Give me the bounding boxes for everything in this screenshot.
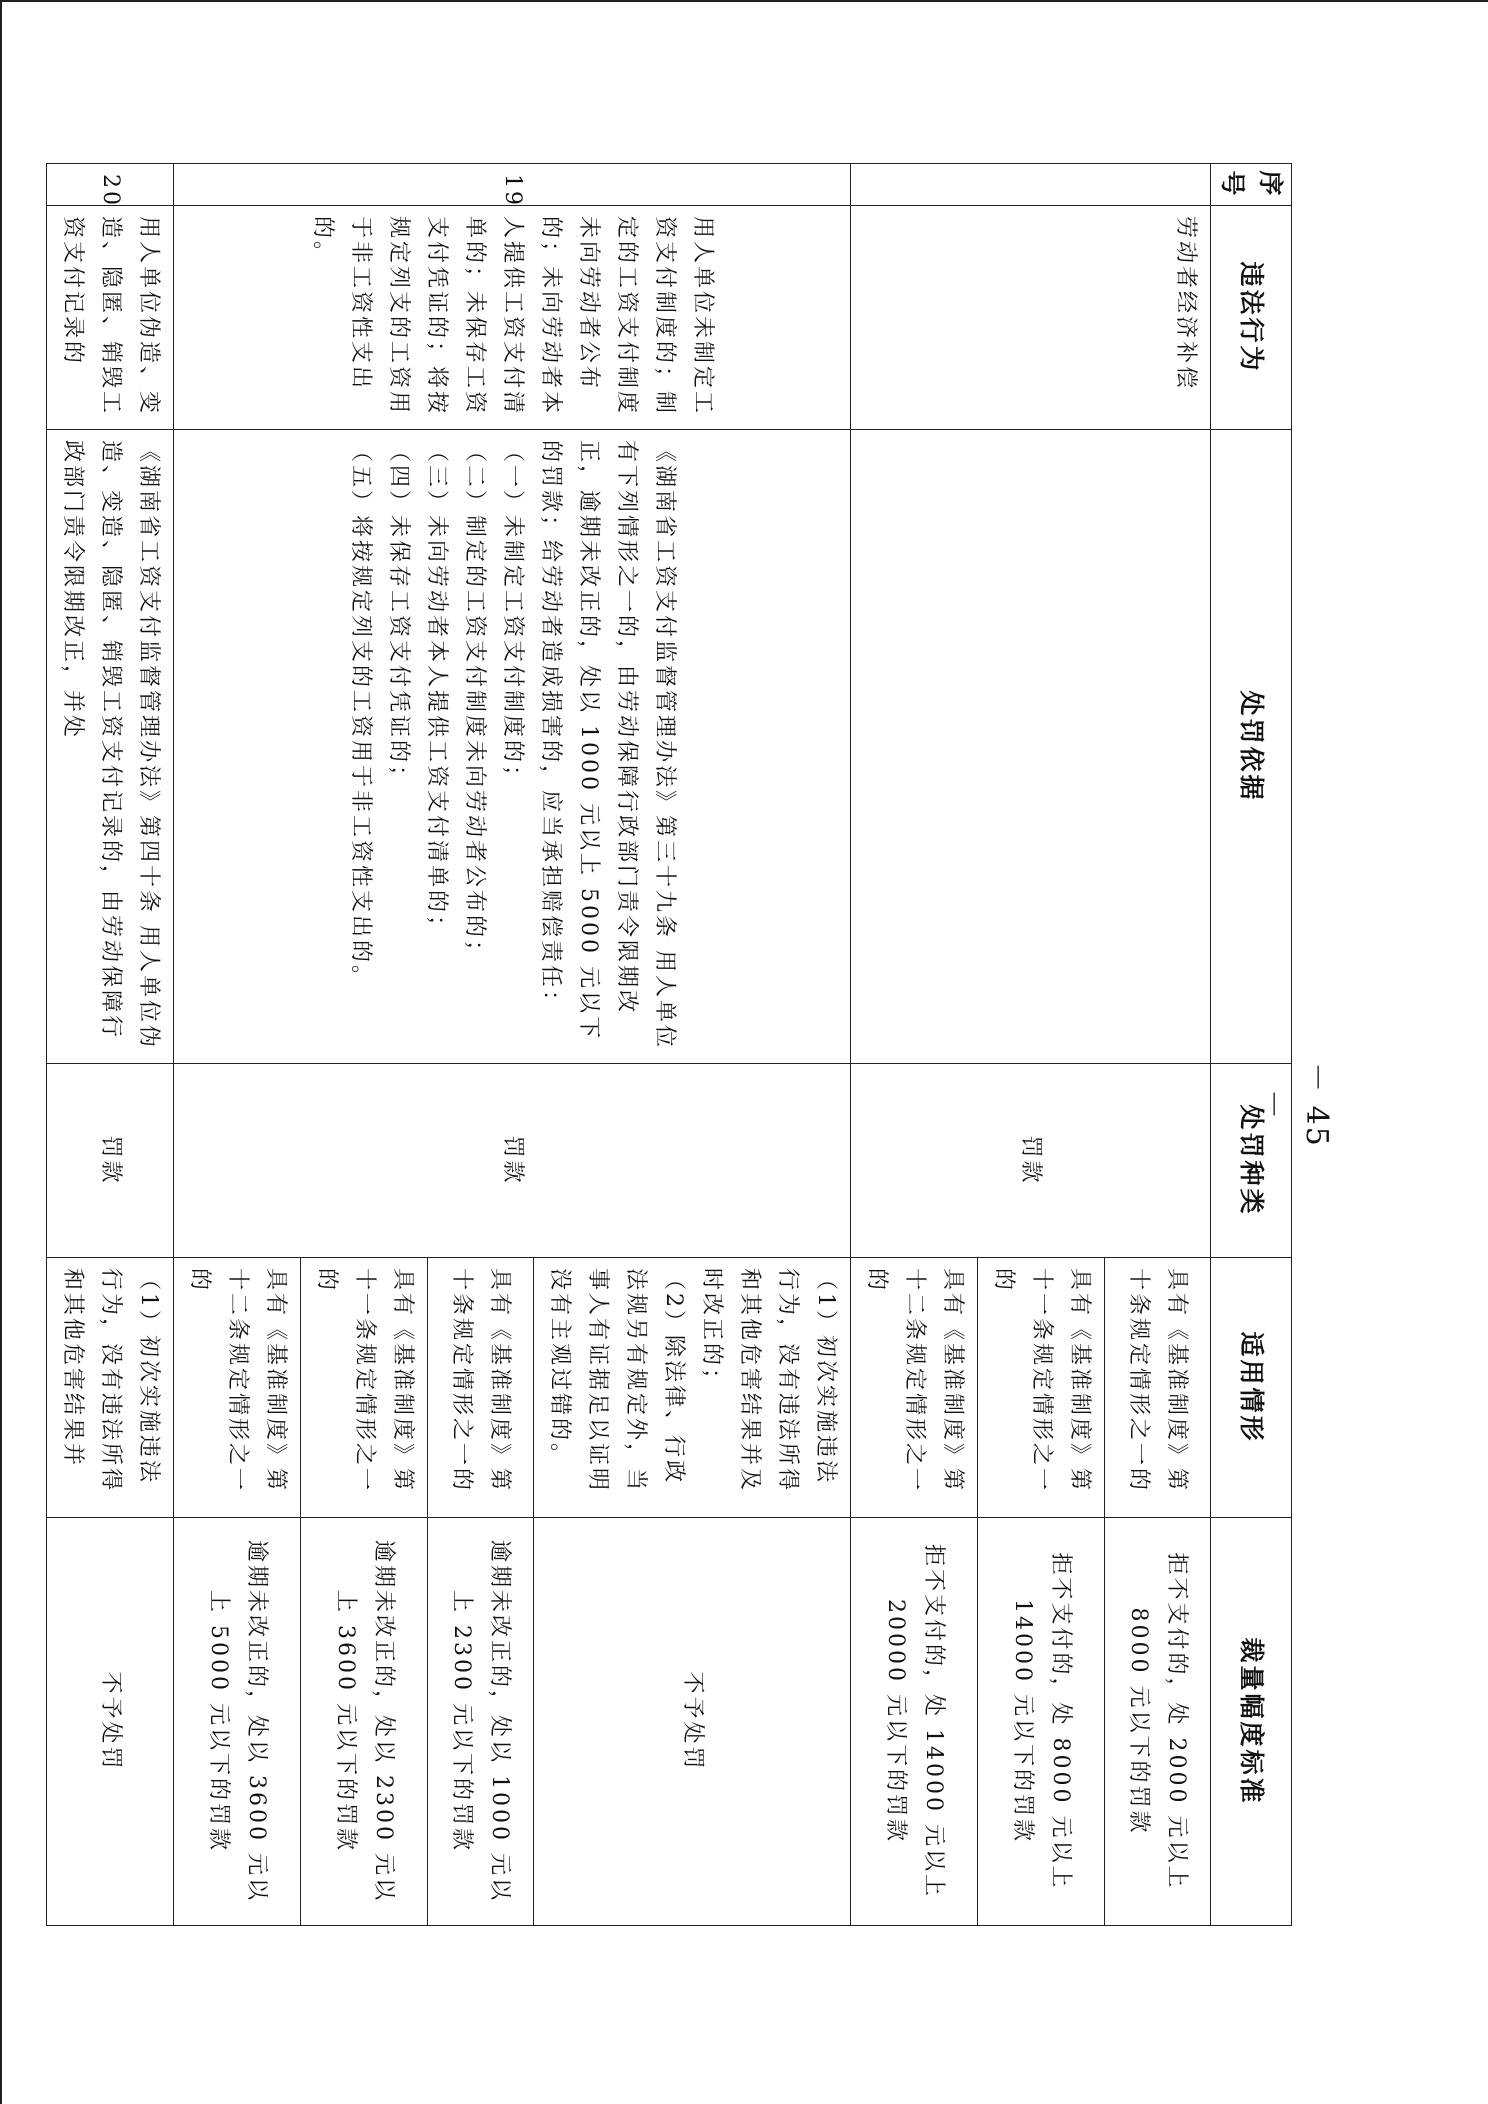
std-cell: 拒不支付的，处 8000 元以上 14000 元以下的罚款 bbox=[978, 1518, 1105, 1926]
case-cell: 具有《基准制度》第十二条规定情形之一的 bbox=[851, 1258, 978, 1518]
header-basis: 处罚依据 bbox=[1211, 430, 1292, 1064]
table-row bbox=[1105, 164, 1211, 1926]
penalty-discretion-table bbox=[46, 163, 1292, 1926]
std-cell: 拒不支付的，处 14000 元以上 20000 元以下的罚款 bbox=[851, 1518, 978, 1926]
case-cell: 具有《基准制度》第十条规定情形之一的 bbox=[1105, 1258, 1211, 1518]
rotated-document-page bbox=[60, 163, 1292, 1925]
header-act: 违法行为 bbox=[1211, 206, 1292, 430]
cont-act-cell: 劳动者经济补偿 bbox=[851, 206, 1211, 430]
page-number: － 45 － bbox=[1255, 1062, 1334, 1148]
header-no: 序号 bbox=[1211, 164, 1292, 206]
case-cell: （1）初次实施违法行为，没有违法所得和其他危害结果并及时改正的； （2）除法律、行政法规另有规定外，当事人有证据足以证明没有主观过错的。 bbox=[534, 1258, 851, 1518]
table-row bbox=[534, 164, 851, 1926]
row19-act-cell: 用人单位未制定工资支付制度的；制定的工资支付制度未向劳动者公布的；未向劳动者本人提供工资支付清单的；未保存工资支付凭证的；将按规定列支的工资用于非工资性支出的。 bbox=[174, 206, 851, 430]
case-cell: 具有《基准制度》第十一条规定情形之一的 bbox=[301, 1258, 428, 1518]
row19-no-cell: 19 bbox=[174, 164, 851, 206]
case-cell: 具有《基准制度》第十条规定情形之一的 bbox=[428, 1258, 534, 1518]
row20-case-cell: （1）初次实施违法行为，没有违法所得和其他危害结果并 bbox=[47, 1258, 174, 1518]
header-row bbox=[1211, 164, 1292, 1926]
case-cell: 具有《基准制度》第十二条规定情形之一的 bbox=[174, 1258, 301, 1518]
row19-basis-cell: 《湖南省工资支付监督管理办法》第三十九条 用人单位有下列情形之一的，由劳动保障行政部门责令限期改正，逾期未改正的，处以 1000 元以上 5000 元以下的罚款；给劳动者造成损害的，应当承担赔偿责任： （一）未制定工资支付制度的； （二）制定的工资支付制度未向劳动者公布的； （三）未向劳动者本人提供工资支付清单的； （四）未保存工资支付凭证的； （五）将按规定列支的工资用于非工资性支出的。 bbox=[174, 430, 851, 1064]
row20-basis-cell: 《湖南省工资支付监督管理办法》第四十条 用人单位伪造、变造、隐匿、销毁工资支付记录的，由劳动保障行政部门责令限期改正，并处 bbox=[47, 430, 174, 1064]
row20-std-cell: 不予处罚 bbox=[47, 1518, 174, 1926]
cont-type-cell: 罚款 bbox=[851, 1064, 1211, 1258]
row20-act-cell: 用人单位伪造、变造、隐匿、销毁工资支付记录的 bbox=[47, 206, 174, 430]
std-cell: 不予处罚 bbox=[534, 1518, 851, 1926]
cont-no-cell bbox=[851, 164, 1211, 206]
header-case: 适用情形 bbox=[1211, 1258, 1292, 1518]
std-cell: 逾期未改正的，处以 3600 元以上 5000 元以下的罚款 bbox=[174, 1518, 301, 1926]
case-cell: 具有《基准制度》第十一条规定情形之一的 bbox=[978, 1258, 1105, 1518]
row20-no-cell: 20 bbox=[47, 164, 174, 206]
cont-basis-cell bbox=[851, 430, 1211, 1064]
std-cell: 拒不支付的，处 2000 元以上 8000 元以下的罚款 bbox=[1105, 1518, 1211, 1926]
header-type: 处罚种类 bbox=[1211, 1064, 1292, 1258]
table-row bbox=[47, 164, 174, 1926]
std-cell: 逾期未改正的，处以 1000 元以上 2300 元以下的罚款 bbox=[428, 1518, 534, 1926]
std-cell: 逾期未改正的，处以 2300 元以上 3600 元以下的罚款 bbox=[301, 1518, 428, 1926]
header-std: 裁量幅度标准 bbox=[1211, 1518, 1292, 1926]
row20-type-cell: 罚款 bbox=[47, 1064, 174, 1258]
row19-type-cell: 罚款 bbox=[174, 1064, 851, 1258]
